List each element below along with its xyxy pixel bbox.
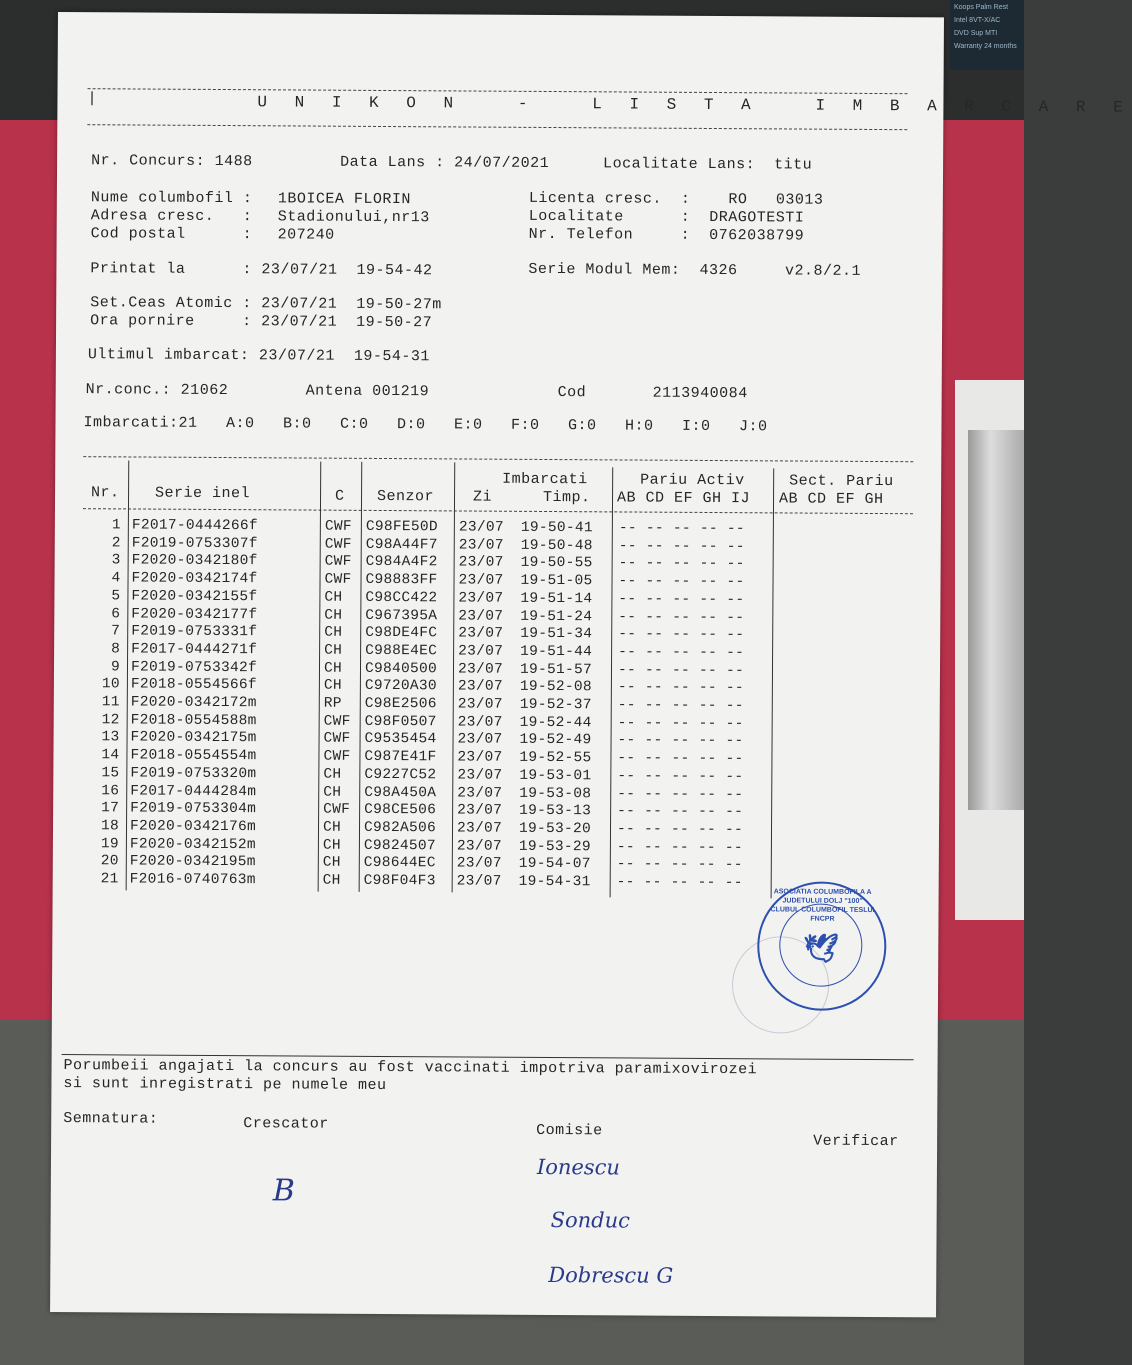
cell-nr: 11: [101, 694, 120, 711]
cell-senzor: C987E41F: [364, 748, 437, 766]
cell-c: CH: [323, 677, 342, 695]
cell-timp: 19-53-08: [519, 785, 592, 802]
cell-pariu: -- -- -- -- --: [616, 821, 744, 839]
cell-nr: 4: [111, 570, 121, 587]
cell-timp: 19-53-20: [518, 820, 592, 838]
nr-conc: Nr.conc.: 21062: [85, 381, 229, 400]
table-top-rule: [83, 456, 913, 462]
cell-nr: 12: [101, 711, 120, 729]
table-header-rule: [83, 508, 913, 514]
crescator-label: Crescator: [243, 1115, 329, 1133]
cell-serie: F2020-0342176m: [129, 818, 257, 836]
document-page: | U N I K O N - L I S T A I M B A R C A R E Nr. Concurs: 1488 Data Lans : 24/07/2021 Localitate Lans: titu Nume columbofil : 1BOICEA FLORIN Adresa cresc. : Stadionului,nr13 Cod postal : 207240 Licenta cresc. : RO 03013 Localitate : DRAGOTESTI Nr. Telefon : 0762038799 Printat la : 23/07/21 19-54-42 Serie Modul Mem: 4326 v2.8/2.1 Set.Ceas Atomic : 23/07/21 19-50-27m Ora pornire : 23/07/21 19-50-27 Ultimul imbarcat: 23/07/21 19-54-31 Nr.conc.: 21062 Antena 001219 Cod 2113940084 Imbarcati:21 A:0 B:0 C:0 D:0 E:0 F:0 G:0 H:0 I:0 J:0 Nr. Serie inel C Senzor Imbarcati Zi Timp. Pariu Activ AB CD EF GH IJ Sect. Pariu AB CD EF GH 1 F2017-0444266f CWF C98FE50D 23/07 19-50-41 -- -- -- -- -- 2 F2019-0753307f CWF C98A44F7 23/07 19-50-48 -- -- -- -- -- 3 F2020-0342180f CWF C984A4F2 23/07 19-50-55 -- -- -- -- -- 4 F2020-0342174f CWF C98883FF 23/07 19-51-05 -- -- -- -- -- 5 F2020-0342155f CH C98CC422 23/07 19-51-14 -- -- -- -- -- 6 F2020-0342177f CH C967395A 23/07 19-51-24 -- -- -- -- -- 7 F2019-0753331f CH C98DE4FC 23/07 19-51-34 -- -- -- -- -- 8 F2017-0444271f CH C988E4EC 23/07 19-51-44 -- -- -- -- -- 9 F2019-0753342f CH C9840500 23/07 19-51-57 -- -- -- -- -- 10 F2018-0554566f CH C9720A30 23/07 19-52-08 -- -- -- -- -- 11 F2020-0342172m RP C98E2506 23/07 19-52-37 -- -- -- -- -- 12 F2018-0554588m CWF C98F0507 23/07 19-52-44 -- -- -- -- -- 13 F2020-0342175m CWF C9535454 23/07 19-52-49 -- -- -- -- -- 14 F2018-0554554m CWF C987E41F 23/07 19-52-55 -- -- -- -- -- 15 F2019-0753320m CH C9227C52 23/07 19-53-01 -- -- -- -- -- 16 F2017-0444284m CH C98A450A 23/07 19-53-08 -- -- -- -- -- 17 F2019-0753304m CWF C98CE506 23/07 19-53-13 -- -- -- -- -- 18 F2020-0342176m CH C982A506 23/07 19-53-20 -- -- -- -- -- 19 F2020-0342152m CH C9824507 23/07 19-53-29 -- -- -- -- -- 20 F2020-0342195m CH C98644EC 23/07 19-54-07 -- -- -- -- -- 21 F2016-0740763m CH C98F04F3 23/07 19-54-31 -- -- -- -- -- ASOCIATIA COLUMBOFILA A JUDETULUI DOLJ "100" CLUBUL COLUMBOFIL TESLUI FNCPR 🕊 Porumbeii angajati la concurs au fost vaccinati impotriva paramixovirozei si sunt inregistrati pe numele meu Semnatura: Crescator Comisie Verificar B Ionescu Sonduc Dobrescu G: [50, 12, 944, 1317]
cell-timp: 19-53-29: [518, 838, 591, 855]
cell-nr: 19: [100, 835, 119, 852]
cell-pariu: -- -- -- -- --: [618, 591, 745, 609]
col-header-sect-cols: AB CD EF GH: [778, 490, 884, 509]
cell-pariu: -- -- -- -- --: [617, 750, 744, 768]
cell-timp: 19-51-57: [519, 661, 593, 678]
cell-pariu: -- -- -- -- --: [616, 856, 743, 874]
title-top-rule: [88, 88, 908, 94]
cell-c: RP: [323, 695, 342, 712]
cell-c: CWF: [324, 571, 352, 588]
nume-label: Nume columbofil :: [90, 189, 253, 208]
cell-c: CH: [324, 607, 343, 624]
cell-zi: 23/07: [456, 855, 502, 873]
serie-modul: Serie Modul Mem: 4326 v2.8/2.1: [528, 260, 862, 280]
cell-nr: 2: [111, 535, 121, 552]
cell-serie: F2018-0554588m: [130, 712, 257, 729]
page-title: U N I K O N - L I S T A I M B A R C A R E: [257, 93, 1132, 117]
cell-timp: 19-52-49: [519, 732, 592, 749]
cell-timp: 19-53-01: [519, 767, 592, 785]
verificar-label: Verificar: [813, 1132, 899, 1151]
cell-nr: 5: [111, 588, 121, 605]
cell-senzor: C9824507: [363, 837, 436, 854]
cell-zi: 23/07: [458, 625, 504, 642]
cell-serie: F2019-0753342f: [130, 659, 258, 676]
cell-serie: F2016-0740763m: [129, 871, 256, 889]
cell-pariu: -- -- -- -- --: [618, 626, 745, 644]
comisie-signature-2: Sonduc: [550, 1208, 630, 1233]
cell-serie: F2019-0753307f: [131, 535, 258, 552]
col-header-senzor: Senzor: [376, 487, 435, 506]
cell-senzor: C98FE50D: [365, 518, 438, 536]
declaration-line-2: si sunt inregistrati pe numele meu: [63, 1075, 387, 1095]
cell-c: CWF: [324, 518, 352, 535]
cell-zi: 23/07: [458, 519, 504, 536]
cell-c: CWF: [324, 536, 352, 553]
declaration-line-1: Porumbeii angajati la concurs au fost vaccinati impotriva paramixovirozei: [63, 1057, 758, 1079]
title-bottom-rule: [87, 124, 907, 130]
cell-serie: F2017-0444266f: [131, 517, 258, 535]
col-header-serie: Serie inel: [155, 484, 251, 503]
cell-senzor: C982A506: [363, 819, 437, 837]
cod-value: Cod 2113940084: [557, 384, 748, 403]
col-header-imbarcati: Imbarcati: [502, 470, 588, 489]
cell-zi: 23/07: [456, 838, 502, 855]
cell-c: CH: [323, 766, 342, 783]
cell-timp: 19-53-13: [519, 803, 592, 820]
cell-timp: 19-54-07: [518, 856, 591, 873]
cell-senzor: C98A450A: [364, 784, 437, 801]
comisie-label: Comisie: [536, 1121, 603, 1140]
cell-serie: F2018-0554566f: [130, 676, 257, 694]
cell-timp: 19-51-14: [520, 590, 593, 608]
cell-nr: 9: [110, 658, 121, 675]
cell-senzor: C98E2506: [364, 695, 437, 713]
cell-pariu: -- -- -- -- --: [616, 839, 743, 856]
cell-c: CH: [323, 784, 342, 801]
cell-zi: 23/07: [458, 554, 504, 572]
col-header-timp: Timp.: [542, 488, 591, 507]
cell-c: CH: [322, 872, 341, 889]
cell-zi: 23/07: [457, 696, 503, 713]
cell-c: CWF: [323, 748, 351, 765]
cell-senzor: C98F04F3: [363, 872, 436, 890]
cell-senzor: C9227C52: [364, 766, 437, 784]
cell-zi: 23/07: [457, 767, 503, 784]
cell-senzor: C98CC422: [365, 589, 438, 607]
col-header-pariu-cols: AB CD EF GH IJ: [616, 489, 751, 508]
cell-zi: 23/07: [457, 749, 503, 766]
cell-pariu: -- -- -- -- --: [617, 697, 744, 715]
cell-pariu: -- -- -- -- --: [617, 715, 744, 732]
cell-c: CH: [322, 854, 341, 872]
cell-serie: F2020-0342152m: [129, 836, 256, 853]
cell-serie: F2020-0342174f: [131, 570, 258, 588]
cell-timp: 19-51-05: [520, 572, 593, 590]
telefon: Nr. Telefon : 0762038799: [528, 225, 805, 245]
cell-senzor: C98A44F7: [365, 536, 438, 554]
cell-c: CWF: [323, 713, 351, 730]
cell-senzor: C98CE506: [364, 802, 437, 819]
cell-nr: 13: [101, 729, 120, 746]
cell-serie: F2017-0444271f: [131, 641, 258, 659]
cell-c: CH: [323, 660, 343, 677]
cell-serie: F2019-0753331f: [131, 623, 258, 641]
cell-nr: 3: [111, 552, 121, 569]
cell-zi: 23/07: [457, 802, 503, 819]
cell-pariu: -- -- -- -- --: [618, 608, 745, 626]
cell-senzor: C984A4F2: [365, 554, 438, 571]
cell-serie: F2020-0342180f: [131, 552, 258, 570]
cell-senzor: C9840500: [364, 660, 438, 677]
cell-c: CH: [322, 837, 341, 854]
cell-serie: F2020-0342175m: [130, 729, 257, 747]
comisie-signature-3: Dobrescu G: [548, 1263, 674, 1288]
localitate: Localitate : DRAGOTESTI: [528, 207, 805, 227]
cell-c: CH: [324, 642, 343, 659]
cod-postal-label: Cod postal :: [90, 225, 253, 244]
adresa-value: Stadionului,nr13: [277, 208, 430, 227]
cell-c: CH: [324, 624, 343, 641]
metal-blade: [968, 430, 1024, 810]
cell-serie: F2019-0753304m: [130, 800, 257, 818]
cell-c: CWF: [324, 554, 352, 571]
cell-nr: 7: [111, 623, 121, 640]
cell-senzor: C967395A: [365, 607, 438, 624]
cell-serie: F2018-0554554m: [130, 747, 257, 765]
cell-senzor: C98DE4FC: [365, 625, 438, 642]
cell-pariu: -- -- -- -- --: [616, 874, 743, 892]
cell-nr: 16: [101, 782, 120, 799]
comisie-signature-1: Ionescu: [536, 1154, 620, 1180]
cell-zi: 23/07: [457, 731, 503, 749]
cell-senzor: C9720A30: [364, 678, 437, 695]
set-ceas-atomic: Set.Ceas Atomic : 23/07/21 19-50-27m: [90, 294, 442, 314]
laptop-sticker: Koops Palm Rest Intel 8VT-X/AC DVD Sup MTI Warranty 24 months: [950, 0, 1024, 70]
cell-c: CH: [324, 589, 343, 606]
col-header-pariu-activ: Pariu Activ: [640, 471, 745, 490]
cell-nr: 15: [101, 765, 120, 782]
ora-pornire: Ora pornire : 23/07/21 19-50-27: [90, 312, 433, 332]
cell-pariu: -- -- -- -- --: [617, 768, 744, 785]
cell-zi: 23/07: [458, 537, 504, 554]
cell-zi: 23/07: [457, 661, 504, 678]
cell-pariu: -- -- -- -- --: [617, 803, 744, 821]
cell-timp: 19-50-55: [520, 555, 593, 572]
cell-serie: F2020-0342155f: [131, 588, 258, 606]
cell-serie: F2020-0342177f: [131, 605, 258, 623]
cell-serie: F2020-0342195m: [129, 853, 256, 871]
cell-nr: 8: [111, 641, 121, 658]
cell-zi: 23/07: [456, 820, 503, 837]
cell-pariu: -- -- -- -- --: [617, 679, 744, 697]
cell-nr: 20: [100, 853, 119, 870]
cell-nr: 18: [100, 818, 120, 835]
col-header-sect-pariu: Sect. Pariu: [789, 472, 894, 491]
imbarcati-counts: Imbarcati:21 A:0 B:0 C:0 D:0 E:0 F:0 G:0 H:0 I:0 J:0: [83, 414, 768, 436]
cell-pariu: -- -- -- -- --: [618, 644, 745, 662]
cell-zi: 23/07: [458, 607, 504, 625]
cell-timp: 19-50-41: [520, 519, 593, 537]
cell-pariu: -- -- -- -- --: [617, 732, 744, 750]
cell-timp: 19-51-44: [520, 643, 593, 661]
cell-zi: 23/07: [458, 590, 504, 607]
adresa-label: Adresa cresc. :: [90, 207, 253, 226]
club-stamp: ASOCIATIA COLUMBOFILA A JUDETULUI DOLJ "100" CLUBUL COLUMBOFIL TESLUI FNCPR 🕊: [757, 881, 887, 1011]
licenta: Licenta cresc. : RO 03013: [528, 189, 824, 209]
printat-la: Printat la : 23/07/21 19-54-42: [90, 260, 433, 280]
antena: Antena 001219: [305, 382, 430, 401]
col-header-nr: Nr.: [91, 484, 120, 502]
cell-pariu: -- -- -- -- --: [618, 555, 745, 573]
cell-zi: 23/07: [458, 643, 504, 660]
localitate-lans: Localitate Lans: titu: [603, 155, 813, 174]
cell-timp: 19-52-55: [519, 749, 592, 767]
cell-serie: F2020-0342172m: [130, 694, 257, 712]
dove-icon: 🕊: [803, 932, 839, 964]
cell-pariu: -- -- -- -- --: [617, 785, 744, 803]
cell-timp: 19-52-08: [519, 679, 592, 696]
cell-senzor: C98883FF: [365, 571, 438, 589]
cell-timp: 19-50-48: [520, 537, 593, 554]
crescator-signature: B: [272, 1173, 295, 1209]
cell-serie: F2019-0753320m: [130, 765, 257, 783]
cell-nr: 14: [101, 747, 120, 764]
cell-pariu: -- -- -- -- --: [618, 538, 745, 555]
cod-postal-value: 207240: [277, 226, 335, 244]
cell-c: CWF: [323, 731, 351, 748]
cell-timp: 19-51-24: [520, 608, 593, 625]
cell-zi: 23/07: [458, 572, 504, 589]
cell-nr: 1: [111, 517, 121, 534]
cell-zi: 23/07: [457, 678, 503, 696]
cell-timp: 19-54-31: [518, 873, 591, 891]
cell-nr: 17: [101, 800, 120, 817]
cell-pariu: -- -- -- -- --: [617, 662, 745, 679]
cell-nr: 6: [111, 605, 121, 622]
data-lans: Data Lans : 24/07/2021: [340, 153, 550, 173]
cell-nr: 21: [100, 871, 119, 888]
cell-senzor: C9535454: [364, 731, 437, 748]
cell-c: CH: [322, 819, 342, 836]
cell-zi: 23/07: [456, 873, 502, 890]
cell-timp: 19-52-37: [519, 696, 592, 714]
concurs-number: Nr. Concurs: 1488: [91, 152, 253, 171]
cell-pariu: -- -- -- -- --: [618, 573, 745, 591]
cell-timp: 19-52-44: [519, 714, 592, 731]
semnatura-label: Semnatura:: [63, 1110, 159, 1128]
col-header-zi: Zi: [472, 488, 493, 506]
cell-senzor: C98F0507: [364, 713, 437, 731]
cell-nr: 10: [101, 676, 120, 693]
ultimul-imbarcat: Ultimul imbarcat: 23/07/21 19-54-31: [87, 346, 431, 366]
cell-pariu: -- -- -- -- --: [618, 520, 745, 538]
cell-c: CWF: [323, 801, 351, 818]
cell-timp: 19-51-34: [520, 626, 593, 643]
cell-zi: 23/07: [457, 714, 503, 731]
cell-senzor: C98644EC: [363, 855, 436, 872]
nume-value: 1BOICEA FLORIN: [277, 190, 411, 209]
cell-serie: F2017-0444284m: [130, 782, 257, 800]
col-header-c: C: [334, 487, 345, 505]
cell-senzor: C988E4EC: [365, 642, 438, 660]
cell-zi: 23/07: [457, 784, 503, 802]
